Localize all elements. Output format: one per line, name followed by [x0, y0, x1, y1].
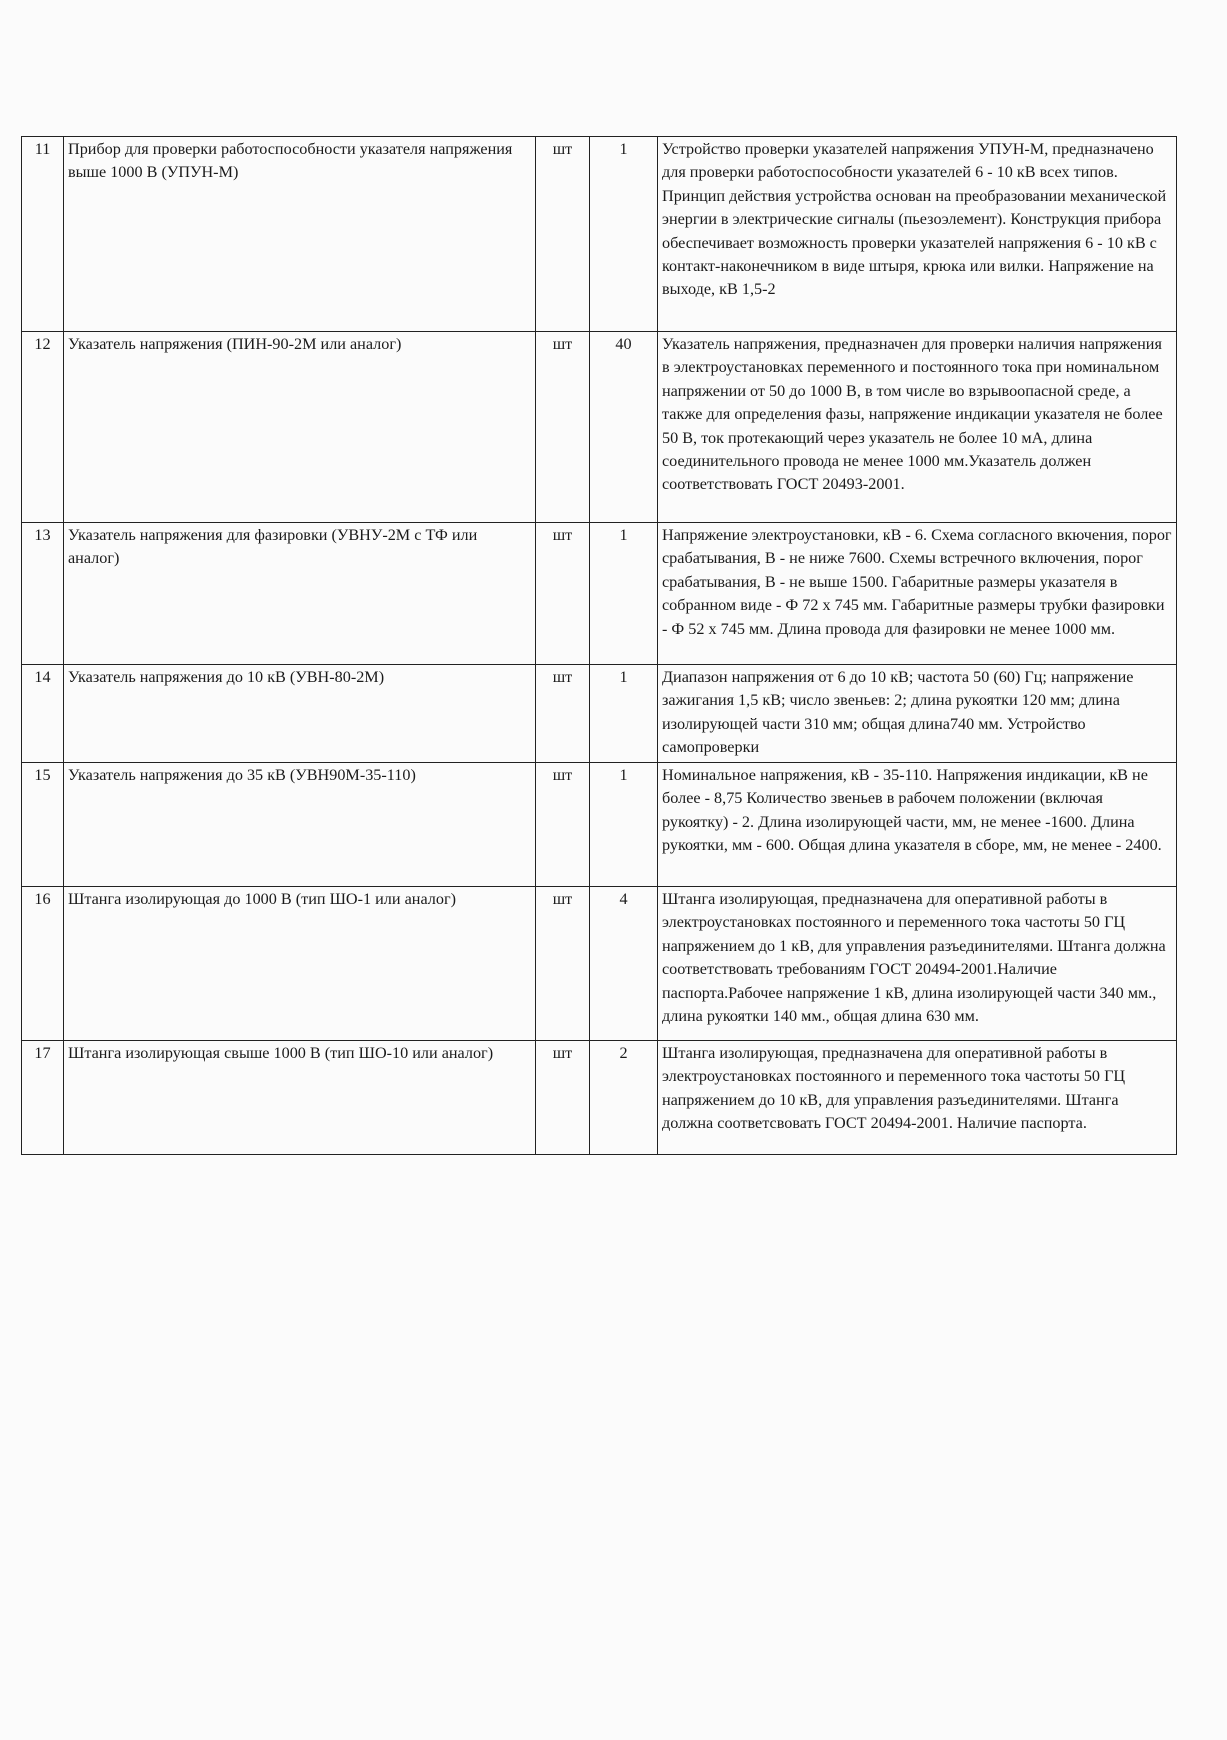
table-row [22, 332, 1177, 523]
table-row [22, 523, 1177, 665]
item-description: Штанга изолирующая, предназначена для оперативной работы в электроустановках постоянного и переменного тока частоты 50 ГЦ напряжением до 1 кВ, для управления разъединителями. Штанга должна соответствовать требованиям ГОСТ 20494-2001.Наличие паспорта.Рабочее напряжение 1 кВ, длина изолирующей части 340 мм., длина рукоятки 140 мм., общая длина 630 мм. [658, 887, 1177, 1041]
item-description: Устройство проверки указателей напряжения УПУН-М, предназначено для проверки работоспособности указателей 6 - 10 кВ всех типов. Принцип действия устройства основан на преобразовании механической энергии в электрические сигналы (пьезоэлемент). Конструкция прибора обеспечивает возможность проверки указателей напряжения 6 - 10 кВ с контакт-наконечником в виде штыря, крюка или вилки. Напряжение на выходе, кВ 1,5-2 [658, 137, 1177, 332]
item-unit: шт [536, 137, 590, 332]
item-unit: шт [536, 523, 590, 665]
item-quantity: 40 [590, 332, 658, 523]
item-name: Указатель напряжения (ПИН-90-2М или аналог) [64, 332, 536, 523]
item-quantity: 2 [590, 1041, 658, 1155]
item-name: Штанга изолирующая свыше 1000 В (тип ШО-10 или аналог) [64, 1041, 536, 1155]
table-row [22, 763, 1177, 887]
item-description: Диапазон напряжения от 6 до 10 кВ; частота 50 (60) Гц; напряжение зажигания 1,5 кВ; число звеньев: 2; длина рукоятки 120 мм; длина изолирующей части 310 мм; общая длина740 мм. Устройство самопроверки [658, 665, 1177, 763]
item-quantity: 1 [590, 763, 658, 887]
item-description: Напряжение электроустановки, кВ - 6. Схема согласного вкючения, порог срабатывания, В - не ниже 7600. Схемы встречного включения, порог срабатывания, В - не выше 1500. Габаритные размеры указателя в собранном виде - Ф 72 х 745 мм. Габаритные размеры трубки фазировки - Ф 52 х 745 мм. Длина провода для фазировки не менее 1000 мм. [658, 523, 1177, 665]
table-row [22, 665, 1177, 763]
specification-table [21, 136, 1177, 1155]
item-quantity: 1 [590, 523, 658, 665]
table-row [22, 137, 1177, 332]
item-quantity: 1 [590, 137, 658, 332]
item-unit: шт [536, 1041, 590, 1155]
table-row [22, 1041, 1177, 1155]
item-unit: шт [536, 332, 590, 523]
row-number: 16 [22, 887, 64, 1041]
row-number: 15 [22, 763, 64, 887]
row-number: 17 [22, 1041, 64, 1155]
item-quantity: 1 [590, 665, 658, 763]
item-name: Прибор для проверки работоспособности указателя напряжения выше 1000 В (УПУН-М) [64, 137, 536, 332]
item-unit: шт [536, 665, 590, 763]
item-quantity: 4 [590, 887, 658, 1041]
item-name: Указатель напряжения до 35 кВ (УВН90М-35-110) [64, 763, 536, 887]
item-unit: шт [536, 887, 590, 1041]
row-number: 13 [22, 523, 64, 665]
item-description: Номинальное напряжения, кВ - 35-110. Напряжения индикации, кВ не более - 8,75 Количество звеньев в рабочем положении (включая рукоятку) - 2. Длина изолирующей части, мм, не менее -1600. Длина рукоятки, мм - 600. Общая длина указателя в сборе, мм, не менее - 2400. [658, 763, 1177, 887]
table-row [22, 887, 1177, 1041]
row-number: 12 [22, 332, 64, 523]
item-name: Указатель напряжения для фазировки (УВНУ-2М с ТФ или аналог) [64, 523, 536, 665]
item-description: Штанга изолирующая, предназначена для оперативной работы в электроустановках постоянного и переменного тока частоты 50 ГЦ напряжением до 10 кВ, для управления разъединителями. Штанга должна соответсвовать ГОСТ 20494-2001. Наличие паспорта. [658, 1041, 1177, 1155]
item-description: Указатель напряжения, предназначен для проверки наличия напряжения в электроустановках переменного и постоянного тока при номинальном напряжении от 50 до 1000 В, в том числе во взрывоопасной среде, а также для определения фазы, напряжение индикации указателя не более 50 В, ток протекающий через указатель не более 10 мА, длина соединительного провода не менее 1000 мм.Указатель должен соответствовать ГОСТ 20493-2001. [658, 332, 1177, 523]
row-number: 14 [22, 665, 64, 763]
item-name: Указатель напряжения до 10 кВ (УВН-80-2М) [64, 665, 536, 763]
item-unit: шт [536, 763, 590, 887]
item-name: Штанга изолирующая до 1000 В (тип ШО-1 или аналог) [64, 887, 536, 1041]
row-number: 11 [22, 137, 64, 332]
